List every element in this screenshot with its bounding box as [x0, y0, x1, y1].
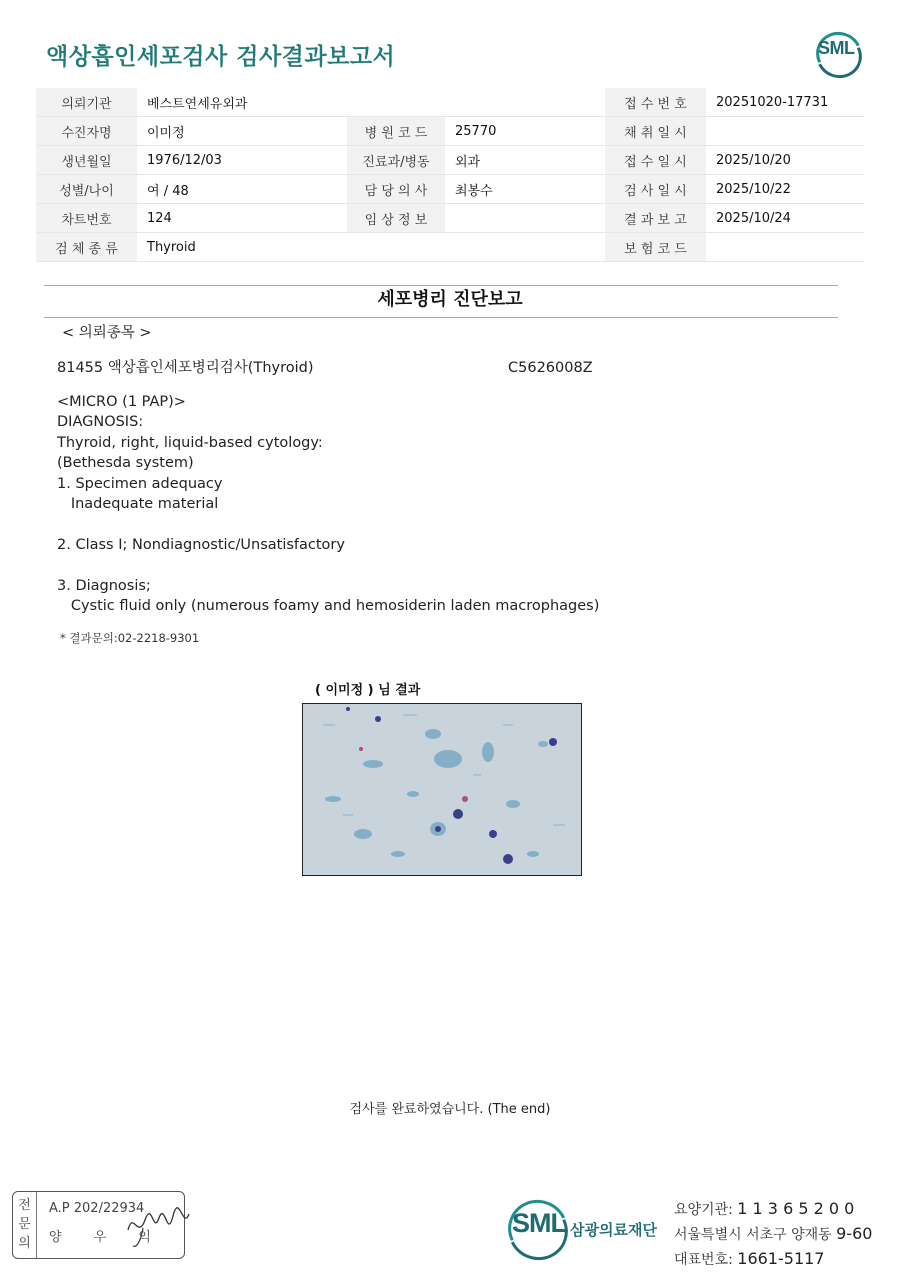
report-line: Inadequate material — [57, 496, 219, 513]
info-value: 베스트연세유외과 — [137, 88, 347, 117]
info-value — [706, 233, 864, 262]
info-label: 임 상 정 보 — [347, 204, 445, 233]
stamp-side: 전 문 의 — [13, 1192, 37, 1258]
report-title: 액상흡인세포검사 검사결과보고서 — [46, 44, 396, 70]
request-item: 81455 액상흡인세포병리검사(Thyroid) — [57, 360, 314, 376]
info-label — [347, 88, 445, 117]
org-name: 삼광의료재단 — [570, 1221, 657, 1239]
report-line: Cystic fluid only (numerous foamy and hemosiderin laden macrophages) — [57, 598, 600, 615]
report-line: <MICRO (1 PAP)> — [57, 394, 186, 410]
info-row — [36, 204, 864, 233]
info-label: 병 원 코 드 — [347, 117, 445, 146]
info-value — [706, 117, 864, 146]
info-label: 접 수 번 호 — [605, 88, 706, 117]
info-value: 20251020-17731 — [706, 88, 864, 117]
info-label: 검 사 일 시 — [605, 175, 706, 204]
report-line: 2. Class I; Nondiagnostic/Unsatisfactory — [57, 536, 345, 553]
info-label: 결 과 보 고 — [605, 204, 706, 233]
end-text: 검사를 완료하였습니다. (The end) — [349, 1102, 551, 1117]
info-value — [445, 204, 605, 233]
info-value: 최봉수 — [445, 175, 605, 204]
info-label: 차트번호 — [36, 204, 137, 233]
request-header: < 의뢰종목 > — [62, 325, 152, 341]
info-label: 의뢰기관 — [36, 88, 137, 117]
info-value: 25770 — [445, 117, 605, 146]
info-label: 수진자명 — [36, 117, 137, 146]
report-line: Thyroid, right, liquid-based cytology: — [57, 434, 323, 451]
sml-foundation-logo: SML 삼광의료재단 — [510, 1200, 670, 1256]
info-row — [36, 233, 864, 262]
info-label: 진료과/병동 — [347, 146, 445, 175]
inquiry-phone: * 결과문의:02-2218-9301 — [60, 631, 200, 645]
info-label: 보 험 코 드 — [605, 233, 706, 262]
stamp-ap-number: A.P 202/22934 — [49, 1201, 145, 1216]
info-label: 성별/나이 — [36, 175, 137, 204]
info-row — [36, 146, 864, 175]
info-value: 여 / 48 — [137, 175, 347, 204]
report-line — [57, 514, 599, 534]
signature-icon — [123, 1200, 193, 1250]
info-row — [36, 117, 864, 146]
info-row — [36, 175, 864, 204]
info-label: 검 체 종 류 — [36, 233, 137, 262]
info-row — [36, 88, 864, 117]
info-label: 접 수 일 시 — [605, 146, 706, 175]
info-value — [445, 233, 605, 262]
info-value — [445, 88, 605, 117]
info-value: 1976/12/03 — [137, 146, 347, 175]
info-value: 외과 — [445, 146, 605, 175]
report-line: DIAGNOSIS: — [57, 414, 144, 431]
cytology-micrograph — [302, 703, 582, 876]
sml-logo: SML — [814, 30, 862, 74]
section-rule-bottom — [44, 317, 838, 318]
info-value: Thyroid — [137, 233, 347, 262]
report-line: (Bethesda system) — [57, 455, 194, 472]
info-value: 2025/10/20 — [706, 146, 864, 175]
stamp-name: 양 우 익 — [49, 1230, 165, 1245]
report-line: 1. Specimen adequacy — [57, 475, 223, 492]
diagnosis-report — [57, 392, 599, 616]
info-value: 2025/10/22 — [706, 175, 864, 204]
section-title: 세포병리 진단보고 — [377, 289, 523, 310]
request-code: C5626008Z — [508, 360, 593, 376]
report-line: 3. Diagnosis; — [57, 577, 151, 594]
info-value: 이미정 — [137, 117, 347, 146]
info-value: 124 — [137, 204, 347, 233]
pathologist-stamp — [12, 1191, 185, 1259]
info-label: 채 취 일 시 — [605, 117, 706, 146]
info-label — [347, 233, 445, 262]
info-label: 생년월일 — [36, 146, 137, 175]
institution-info: 요양기관: 1 1 3 6 5 2 0 0 서울특별시 서초구 양재동 9-60 대표번호: 1661-5117 — [674, 1199, 873, 1268]
info-value: 2025/10/24 — [706, 204, 864, 233]
report-line — [57, 555, 599, 575]
patient-info-table — [36, 88, 864, 262]
image-caption: ( 이미정 ) 님 결과 — [315, 683, 421, 698]
info-label: 담 당 의 사 — [347, 175, 445, 204]
